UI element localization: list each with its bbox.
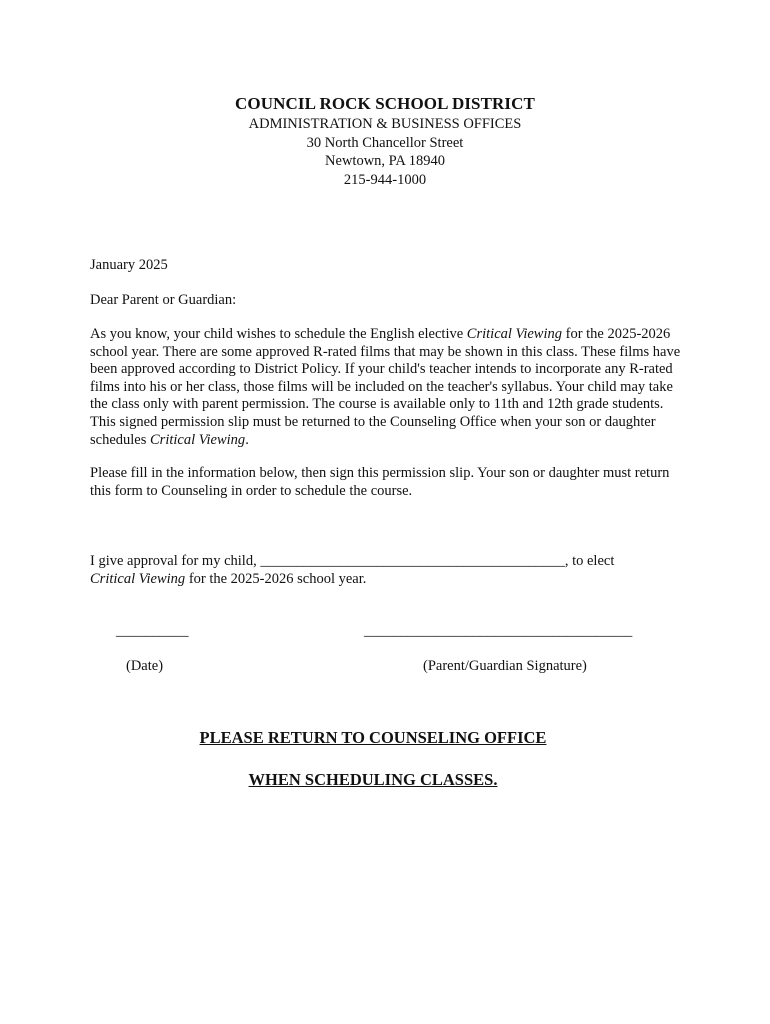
course-name: Critical Viewing	[466, 326, 562, 342]
district-name: COUNCIL ROCK SCHOOL DISTRICT	[235, 94, 535, 113]
letterhead	[0, 93, 770, 189]
child-name-blank[interactable]: __________________________________________	[260, 553, 565, 569]
return-instruction-line-1: PLEASE RETURN TO COUNSELING OFFICE	[199, 728, 547, 747]
letter-paragraph-2	[90, 465, 690, 500]
course-name-end: Critical Viewing	[150, 431, 246, 448]
return-instruction-line-2: WHEN SCHEDULING CLASSES.	[248, 770, 498, 789]
approval-year: for the 2025-2026 school year.	[185, 570, 367, 587]
salutation: Dear Parent or Guardian:	[90, 292, 237, 308]
phone-number: 215-944-1000	[343, 171, 427, 188]
street-address: 30 North Chancellor Street	[306, 134, 464, 151]
date-label: (Date)	[126, 658, 164, 674]
letter-paragraph-1	[90, 326, 690, 449]
date-blank[interactable]: __________	[116, 623, 189, 639]
signature-label: (Parent/Guardian Signature)	[423, 658, 587, 674]
office-name: ADMINISTRATION & BUSINESS OFFICES	[248, 116, 522, 132]
city-state-zip: Newtown, PA 18940	[325, 153, 445, 169]
para1-text-end: .	[245, 431, 249, 448]
para1-text-middle: for the 2025-2026 school year. There are some approved R-rated films that may be shown in this class. These films have been approved according to District Policy. If your child's teacher intends to incorporate any R-rated films into his or her class, those films will be included on the teacher's syllabus. Your child may take the class only with parent permission. The course is available only to 11th and 12th grade students. This signed permission slip must be returned to the Counseling Office when your son or daughter schedules	[90, 326, 681, 448]
signature-blank[interactable]: _____________________________________	[364, 623, 633, 639]
letter-date: January 2025	[90, 257, 168, 273]
para2-text: Please fill in the information below, then sign this permission slip. Your son or daughter must return this form to Counseling in order to schedule the course.	[90, 465, 670, 499]
approval-lead: I give approval for my child,	[90, 553, 261, 569]
approval-tail: , to elect	[564, 553, 615, 569]
para1-text-start: As you know, your child wishes to schedule the English elective	[90, 326, 467, 342]
approval-course-name: Critical Viewing	[90, 570, 186, 587]
approval-statement	[90, 553, 690, 588]
